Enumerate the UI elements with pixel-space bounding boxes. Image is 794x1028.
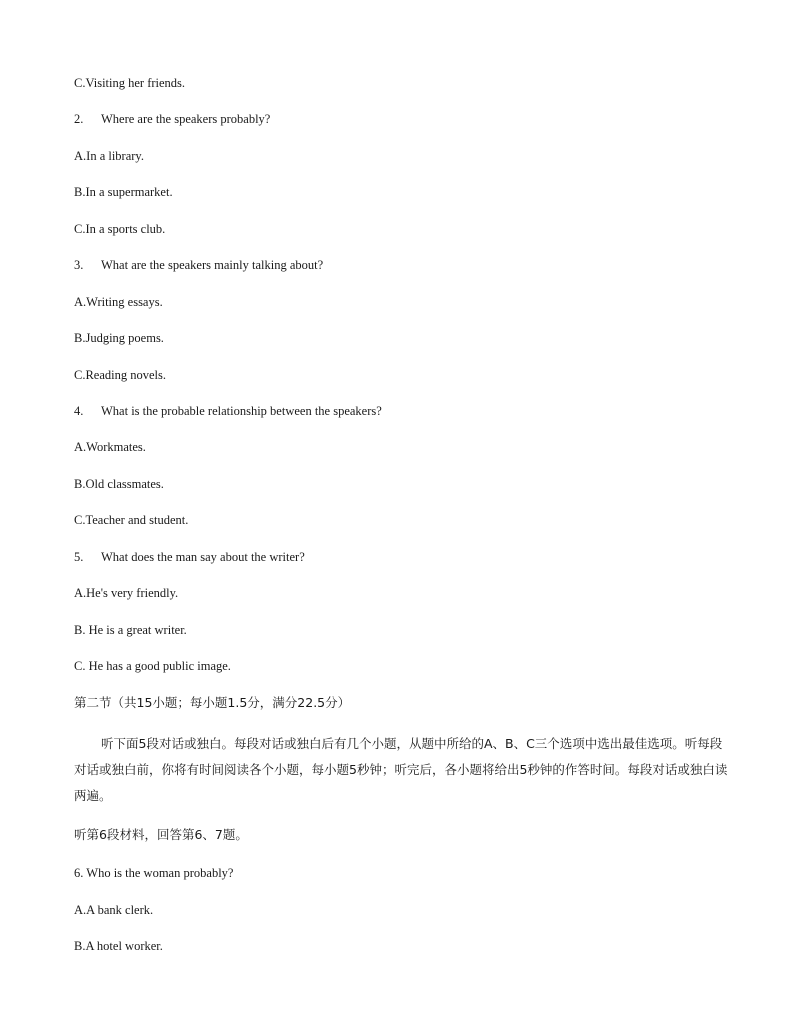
q3-option-b: B.Judging poems.	[74, 331, 164, 345]
question-text: Where are the speakers probably?	[101, 112, 271, 126]
question-number: 5.	[74, 550, 84, 564]
q4-option-a: A.Workmates.	[74, 440, 146, 454]
question-text: What is the probable relationship between the speakers?	[101, 404, 382, 418]
question-number: 3.	[74, 258, 84, 272]
question-3	[74, 257, 323, 273]
q3-option-a: A.Writing essays.	[74, 295, 163, 309]
question-number: 4.	[74, 404, 84, 418]
question-4	[74, 403, 382, 419]
q4-option-c: C.Teacher and student.	[74, 513, 189, 527]
q5-option-b: B. He is a great writer.	[74, 623, 187, 637]
q2-option-c: C.In a sports club.	[74, 222, 166, 236]
material-heading: 听第6段材料，回答第6、7题。	[74, 827, 248, 842]
q6-option-b: B.A hotel worker.	[74, 939, 163, 953]
instructions-paragraph: 听下面5段对话或独白。每段对话或独白后有几个小题，从题中所给的A、B、C三个选项中选出最佳选项。听每段对话或独白前，你将有时间阅读各个小题，每小题5秒钟；听完后，各小题将给出5秒钟的作答时间。每段对话或独白读两遍。	[74, 736, 728, 803]
q1-option-c: C.Visiting her friends.	[74, 76, 186, 90]
q2-option-b: B.In a supermarket.	[74, 185, 173, 199]
question-5	[74, 549, 305, 565]
section-heading: 第二节（共15小题；每小题1.5分，满分22.5分）	[74, 695, 351, 710]
q2-option-a: A.In a library.	[74, 149, 144, 163]
question-2	[74, 111, 270, 127]
question-text: What are the speakers mainly talking about?	[101, 258, 324, 272]
q5-option-a: A.He's very friendly.	[74, 586, 179, 600]
q3-option-c: C.Reading novels.	[74, 368, 167, 382]
question-number: 2.	[74, 112, 84, 126]
question-text: What does the man say about the writer?	[101, 550, 305, 564]
question-6: 6. Who is the woman probably?	[74, 866, 234, 880]
q4-option-b: B.Old classmates.	[74, 477, 164, 491]
q5-option-c: C. He has a good public image.	[74, 659, 231, 673]
q6-option-a: A.A bank clerk.	[74, 903, 154, 917]
